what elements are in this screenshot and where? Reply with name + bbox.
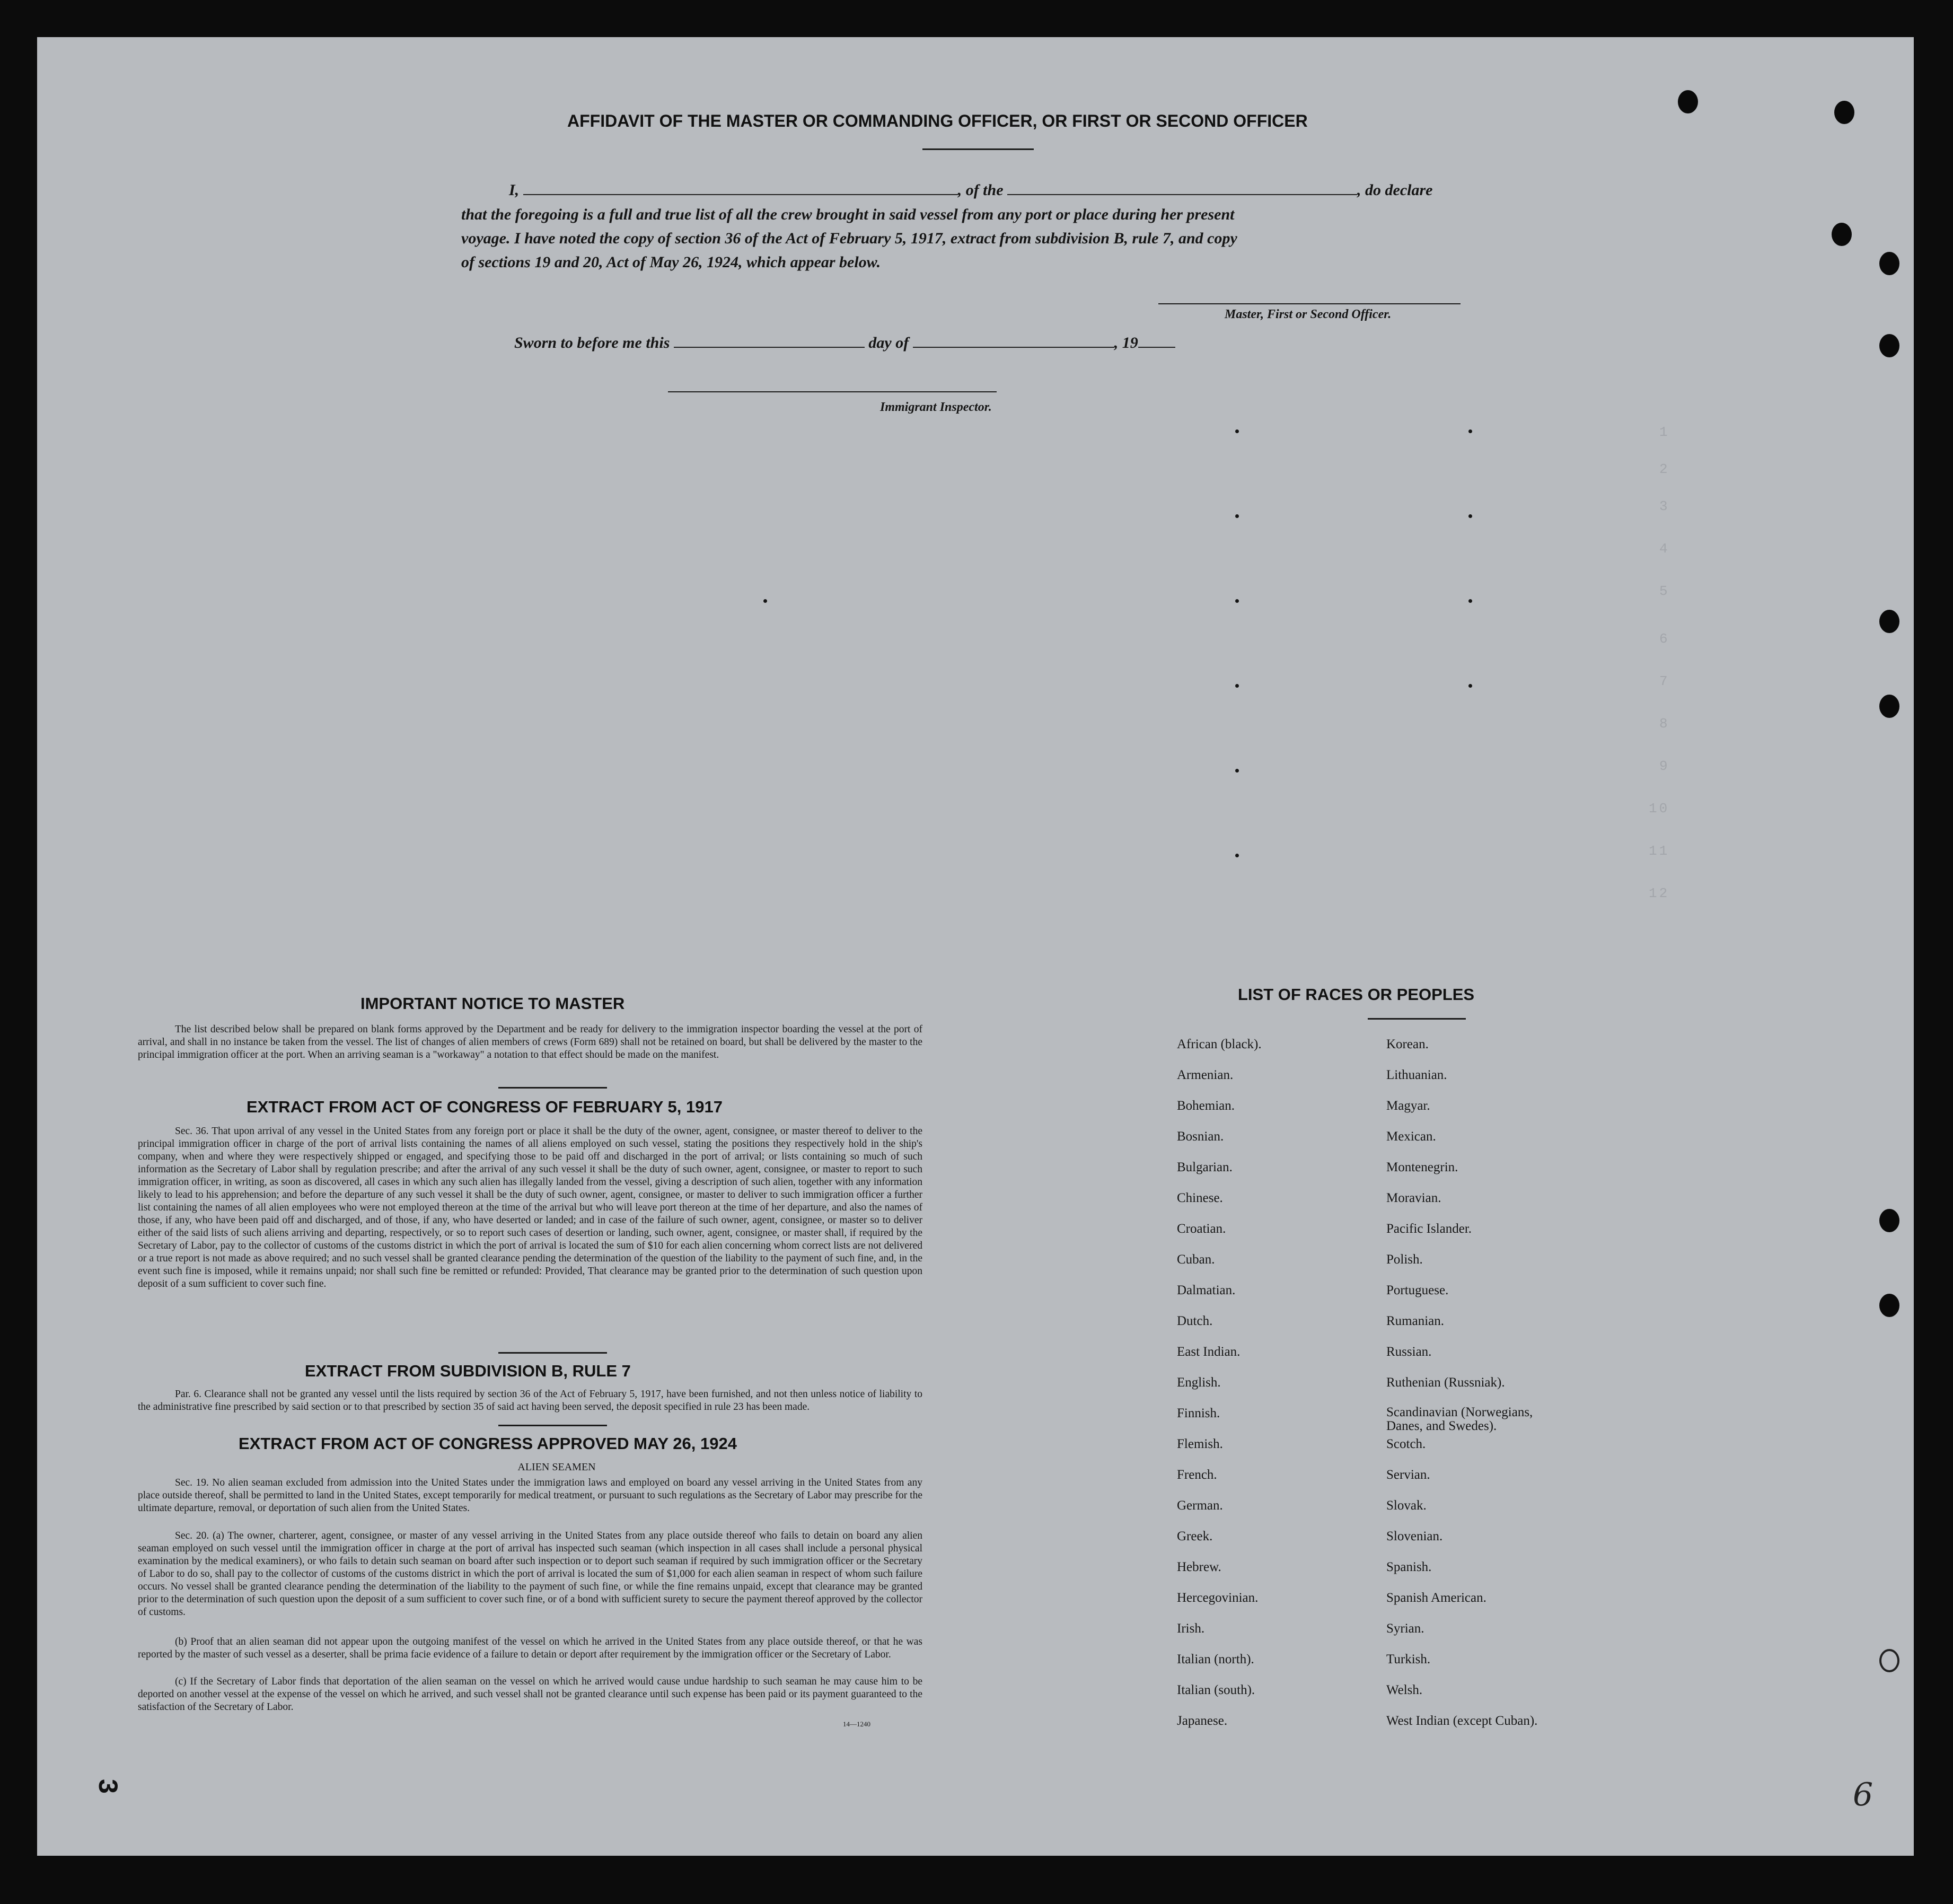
month-blank [913, 347, 1114, 348]
race-item: Bosnian. [1177, 1129, 1224, 1144]
race-item: Servian. [1386, 1468, 1430, 1482]
race-item: Scotch. [1386, 1437, 1426, 1451]
affidavit-line-1 [509, 181, 1432, 199]
vessel-blank [1007, 194, 1357, 195]
punch-hole [1879, 695, 1899, 718]
punch-hole [1832, 223, 1852, 246]
punch-hole [1678, 90, 1698, 113]
sec19-body: Sec. 19. No alien seaman excluded from admission into the United States under the immigration laws and employed on board any vessel arriving in the United States from any place outside thereof, shall be permitted to land in the United States, except temporarily for medical treatment, or pursuant to such regulations as the Secretary of Labor may prescribe for the ultimate departure, removal, or deportation of such alien from the United States. [138, 1477, 922, 1514]
race-item: Welsh. [1386, 1683, 1423, 1697]
punch-hole [1879, 252, 1899, 275]
notice-body: The list described below shall be prepared on blank forms approved by the Department and be ready for delivery to the immigration inspector boarding the vessel at the port of arrival, and shall in no instance be taken from the vessel. The list of changes of alien members of crews (Form 689) shall not be retained on board, but shall be delivered by the master to the principal immigration officer at the port. When an arriving seaman is a "workaway" a notation to that effect should be made on the manifest. [138, 1024, 922, 1060]
punch-hole [1879, 334, 1899, 357]
race-item: Lithuanian. [1386, 1068, 1447, 1082]
race-item: Chinese. [1177, 1191, 1223, 1205]
punch-hole [1879, 610, 1899, 633]
race-item: Finnish. [1177, 1406, 1220, 1420]
race-item: English. [1177, 1375, 1221, 1390]
day-of-label: day of [868, 334, 909, 352]
page-number: 3 [93, 1779, 123, 1794]
affidavit-declare: , do declare [1357, 181, 1433, 199]
form-number: 14—1240 [843, 1720, 870, 1728]
extract-1917-body: Sec. 36. That upon arrival of any vessel in the United States from any foreign port or place it shall be the duty of the owner, agent, consignee, or master thereof to deliver to the principal immigration officer in charge of the port of arrival lists containing the names of all aliens employed on such vessel, stating the positions they respectively hold in the ship's company, when and where they were respectively shipped or engaged, and specifying those to be paid off and discharged in the port of arrival; or lists containing so much of such information as the Secretary of Labor shall by regulation prescribe; and after the arrival of any such vessel it shall be the duty of such owner, agent, consignee, or master to report to such immigration officer, in writing, as soon as discovered, all cases in which any such alien has illegally landed from the vessel, giving a description of such alien, together with any information likely to lead to his apprehension; and before the departure of any such vessel it shall be the duty of such owner, agent, consignee, or master to deliver to such immigration officer a further list containing the names of all alien employees who were not employed thereon at the time of the arrival but who will leave port thereon at the time of her departure, and also the names of those, if any, who have been paid off and discharged, and of those, if any, who have deserted or landed; and in case of the failure of such owner, agent, consignee, or master so to deliver either of the said lists of such aliens arriving and departing, respectively, or so to report such cases of desertion or landing, such owner, agent, consignee, or master shall, if required by the Secretary of Labor, pay to the collector of customs of the customs district in which the port of arrival is located the sum of $10 for each alien concerning whom correct lists are not delivered or a true report is not made as above required; and no such vessel shall be granted clearance pending the determination of the question of the liability to the payment of such fine, and, in the event such fine is imposed, while it remains unpaid; nor shall such fine be remitted or refunded: Provided, That clearance may be granted prior to the determination of such question upon deposit of a sum sufficient to cover such fine. [138, 1126, 922, 1289]
race-item: Dutch. [1177, 1314, 1213, 1328]
race-item: Hercegovinian. [1177, 1591, 1259, 1605]
race-item: Cuban. [1177, 1252, 1215, 1267]
races-rule [1368, 1018, 1466, 1020]
year-blank [1138, 347, 1175, 348]
notice-title: IMPORTANT NOTICE TO MASTER [360, 994, 625, 1013]
punch-hole [1879, 1209, 1899, 1232]
sec20c-body: (c) If the Secretary of Labor finds that deportation of the alien seaman on the vessel on which he arrived would cause undue hardship to such seaman he may cause him to be deported on another vessel at the expense of the vessel on which he arrived, and such vessel shall not be granted clearance until such expense has been paid or its payment guaranteed to the satisfaction of the Secretary of Labor. [138, 1676, 922, 1713]
affidavit-title: AFFIDAVIT OF THE MASTER OR COMMANDING OFFICER, OR FIRST OR SECOND OFFICER [567, 111, 1308, 130]
race-item: Japanese. [1177, 1714, 1228, 1728]
race-item: Spanish. [1386, 1560, 1432, 1574]
race-item: Italian (south). [1177, 1683, 1255, 1697]
race-item: Irish. [1177, 1621, 1205, 1636]
extract-1917-title: EXTRACT FROM ACT OF CONGRESS OF FEBRUARY 5, 1917 [247, 1098, 723, 1116]
race-item: Portuguese. [1386, 1283, 1449, 1297]
race-item: Armenian. [1177, 1068, 1234, 1082]
race-item: Korean. [1386, 1037, 1429, 1051]
inspector-label: Immigrant Inspector. [880, 400, 992, 414]
race-item: Mexican. [1386, 1129, 1436, 1144]
affidavit-line-2: that the foregoing is a full and true list of all the crew brought in said vessel from any port or place during her present [461, 206, 1235, 223]
race-item: Magyar. [1386, 1099, 1430, 1113]
rule7-title: EXTRACT FROM SUBDIVISION B, RULE 7 [305, 1362, 631, 1380]
race-item: Polish. [1386, 1252, 1423, 1267]
race-item: Croatian. [1177, 1222, 1226, 1236]
sworn-label: Sworn to before me this [514, 334, 670, 352]
race-item: Ruthenian (Russniak). [1386, 1375, 1505, 1390]
race-item: Hebrew. [1177, 1560, 1221, 1574]
race-item: Moravian. [1386, 1191, 1441, 1205]
race-item: Flemish. [1177, 1437, 1223, 1451]
title-rule [922, 148, 1034, 150]
race-item: Slovak. [1386, 1498, 1427, 1513]
races-title: LIST OF RACES OR PEOPLES [1238, 985, 1475, 1004]
sworn-line [514, 334, 1175, 352]
race-item: Rumanian. [1386, 1314, 1445, 1328]
race-item: Syrian. [1386, 1621, 1424, 1636]
sec20a-body: Sec. 20. (a) The owner, charterer, agent, consignee, or master of any vessel arriving in the United States from any place outside thereof who fails to detain on board any alien seaman employed on such vessel until the immigration officer in charge at the port of arrival has inspected such seaman (which inspection in all cases shall include a personal physical examination by the medical examiners), or who fails to detain such seaman on board after such inspection or to deport such seaman if required by such immigration officer or the Secretary of Labor to do so, shall pay to the collector of customs of the customs district in which the port of arrival is located the sum of $1,000 for each alien seaman in respect of whom such failure occurs. No vessel shall be granted clearance pending the determination of the liability to the payment of such fine, or while the fine remains unpaid, except that clearance may be granted prior to the determination of such question upon the deposit of a sum sufficient to cover such fine, or of a bond with sufficient surety to secure the payment thereof approved by the collector of customs. [138, 1530, 922, 1618]
race-item: Bohemian. [1177, 1099, 1235, 1113]
race-item: Russian. [1386, 1345, 1432, 1359]
races-column-2 [1386, 1037, 1567, 1744]
extract-1917-rule [498, 1352, 607, 1354]
sec20b-body: (b) Proof that an alien seaman did not appear upon the outgoing manifest of the vessel on which he arrived in the United States from any place outside thereof, or that he was reported by the master of such vessel as a deserter, shall be prima facie evidence of a failure to detain or deport after requirement by the immigration officer or the Secretary of Labor. [138, 1636, 922, 1660]
race-item: Spanish American. [1386, 1591, 1486, 1605]
rule7-rule [498, 1425, 607, 1426]
race-item: French. [1177, 1468, 1217, 1482]
corner-mark: 6 [1853, 1776, 1873, 1813]
race-item: Montenegrin. [1386, 1160, 1458, 1174]
race-item: Scandinavian (Norwegians, Danes, and Swedes). [1386, 1405, 1533, 1433]
race-item: Turkish. [1386, 1652, 1431, 1666]
race-item: African (black). [1177, 1037, 1262, 1051]
master-signature-line [1158, 303, 1461, 304]
race-item: Slovenian. [1386, 1529, 1443, 1543]
race-item: Greek. [1177, 1529, 1213, 1543]
affidavit-i: I, [509, 181, 520, 199]
master-label: Master, First or Second Officer. [1225, 308, 1392, 321]
date-blank [674, 347, 865, 348]
race-item: Dalmatian. [1177, 1283, 1236, 1297]
name-blank [523, 194, 958, 195]
rule7-body: Par. 6. Clearance shall not be granted any vessel until the lists required by section 36 of the Act of February 5, 1917, have been furnished, and not then unless notice of liability to the administrative fine prescribed by said section or to that prescribed by section 35 of said act having been served, the deposit specified in rule 23 has been made. [138, 1389, 922, 1412]
race-item: German. [1177, 1498, 1223, 1513]
punch-hole [1834, 101, 1854, 124]
alien-seamen-subtitle: ALIEN SEAMEN [517, 1461, 596, 1473]
affidavit-line-3: voyage. I have noted the copy of section 36 of the Act of February 5, 1917, extract from subdivision B, rule 7, and copy [461, 230, 1237, 247]
punch-hole [1879, 1294, 1899, 1317]
inspector-signature-line [668, 391, 997, 392]
race-item: Pacific Islander. [1386, 1222, 1472, 1236]
punch-hole [1879, 1649, 1899, 1672]
races-column-1 [1177, 1037, 1262, 1744]
document-page: 1 2 3 4 5 6 7 8 9 10 11 12 AFFIDAVIT OF THE MASTER OR COMMANDING OFFICER, OR FIRST OR SECOND OFFICER I, , of the , do declare that the foregoing is a full and true list of all the crew brought in said vessel from any port or place during her present voyage. I have noted the copy of section 36 of the Act of February 5, 1917, extract from subdivision B, rule 7, and copy of sections 19 and 20, Act of May 26, 1924, which appear below. Master, First or Second Officer. Sworn to before me this day of , 19 Immigrant Inspector. IMPORTANT NOTICE TO MASTER The list described below shall be prepared on blank forms approved by the Department and be ready for delivery to the immigration inspector boarding the vessel at the port of arrival, and shall in no instance be taken from the vessel. The list of changes of alien members of crews (Form 689) shall not be retained on board, but shall be delivered by the master to the principal immigration officer at the port. When an arriving seaman is a "workaway" a notation to that effect should be made on the manifest. EXTRACT FROM ACT OF CONGRESS OF FEBRUARY 5, 1917 Sec. 36. That upon arrival of any vessel in the United States from any foreign port or place it shall be the duty of the owner, agent, consignee, or master thereof to deliver to the principal immigration officer in charge of the port of arrival lists containing the names of all aliens employed on such vessel, stating the positions they respectively hold in the ship's company, when and where they were respectively shipped or engaged, and specifying those to be paid off and discharged in the port of arrival; or lists containing so much of such information as the Secretary of Labor shall by regulation prescribe; and after the arrival of any such vessel it shall be the duty of such owner, agent, consignee, or master to report to such immigration officer, in writing, as soon as discovered, all cases in which any such alien has illegally landed from the vessel, giving a description of such alien, together with any information likely to lead to his apprehension; and before the departure of any such vessel it shall be the duty of such owner, agent, consignee, or master to deliver to such immigration officer a further list containing the names of all alien employees who were not employed thereon at the time of the arrival but who will leave port thereon at the time of her departure, and also the names of those, if any, who have been paid off and discharged, and of those, if any, who have deserted or landed; and in case of the failure of such owner, agent, consignee, or master so to deliver either of the said lists of such aliens arriving and departing, respectively, or so to report such cases of desertion or landing, such owner, agent, consignee, or master shall, if required by the Secretary of Labor, pay to the collector of customs of the customs district in which the port of arrival is located the sum of $10 for each alien concerning whom correct lists are not delivered or a true report is not made as above required; and no such vessel shall be granted clearance pending the determination of the question of the liability to the payment of such fine, and, in the event such fine is imposed, while it remains unpaid; nor shall such fine be remitted or refunded: Provided, That clearance may be granted prior to the determination of such question upon deposit of a sum sufficient to cover such fine. EXTRACT FROM SUBDIVISION B, RULE 7 Par. 6. Clearance shall not be granted any vessel until the lists required by section 36 of the Act of February 5, 1917, have been furnished, and not then unless notice of liability to the administrative fine prescribed by said section or to that prescribed by section 35 of said act having been served, the deposit specified in rule 23 has been made. EXTRACT FROM ACT OF CONGRESS APPROVED MAY 26, 1924 ALIEN SEAMEN Sec. 19. No alien seaman excluded from admission into the United States under the immigration laws and employed on board any vessel arriving in the United States from any place outside thereof, shall be permitted to land in the United States, except temporarily for medical treatment, or pursuant to such regulations as the Secretary of Labor may prescribe for the ultimate departure, removal, or deportation of such alien from the United States. Sec. 20. (a) The owner, charterer, agent, consignee, or master of any vessel arriving in the United States from any place outside thereof who fails to detain on board any alien seaman employed on such vessel until the immigration officer in charge at the port of arrival has inspected such seaman (which inspection in all cases shall include a personal physical examination by the medical examiners), or who fails to detain such seaman on board after such inspection or to deport such seaman if required by such immigration officer or the Secretary of Labor to do so, shall pay to the collector of customs of the customs district in which the port of arrival is located the sum of $1,000 for each alien seaman in respect of whom such failure occurs. No vessel shall be granted clearance pending the determination of the liability to the payment of such fine, or while the fine remains unpaid, except that clearance may be granted prior to the determination of such question upon the deposit of a sum sufficient to cover such fine, or of a bond with sufficient surety to secure the payment thereof approved by the collector of customs. (b) Proof that an alien seaman did not appear upon the outgoing manifest of the vessel on which he arrived in the United States from any place outside thereof, or that he was reported by the master of such vessel as a deserter, shall be prima facie evidence of a failure to detain or deport after requirement by the immigration officer or the Secretary of Labor. (c) If the Secretary of Labor finds that deportation of the alien seaman on the vessel on which he arrived would cause undue hardship to such seaman he may cause him to be deported on another vessel at the expense of the vessel on which he arrived, and such vessel shall not be granted clearance until such expense has been paid or its payment guaranteed to the satisfaction of the Secretary of Labor. 14—1240 LIST OF RACES OR PEOPLES African (black). Armenian. Bohemian. Bosnian. Bulgarian. Chinese. Croatian. Cuban. Dalmatian. Dutch. East Indian. English. Finnish. Flemish. French. German. Greek. Hebrew. Hercegovinian. Irish. Italian (north). Italian (south). Japanese. Korean. Lithuanian. Magyar. Mexican. Montenegrin. Moravian. Pacific Islander. Polish. Portuguese. Rumanian. Russian. Ruthenian (Russniak). Scandinavian (Norwegians, Danes, and Swedes). Scotch. Servian. Slovak. Slovenian. Spanish. Spanish American. Syrian. Turkish. Welsh. West Indian (except Cuban). 3 6 [37, 37, 1914, 1856]
race-item: Bulgarian. [1177, 1160, 1233, 1174]
notice-rule [498, 1087, 607, 1089]
race-item: West Indian (except Cuban). [1386, 1714, 1538, 1728]
year-prefix: , 19 [1114, 334, 1138, 352]
affidavit-of-the: , of the [957, 181, 1004, 199]
race-item: East Indian. [1177, 1345, 1241, 1359]
race-item: Italian (north). [1177, 1652, 1254, 1666]
affidavit-line-4: of sections 19 and 20, Act of May 26, 1924, which appear below. [461, 253, 881, 271]
extract-1924-title: EXTRACT FROM ACT OF CONGRESS APPROVED MAY 26, 1924 [239, 1434, 737, 1453]
